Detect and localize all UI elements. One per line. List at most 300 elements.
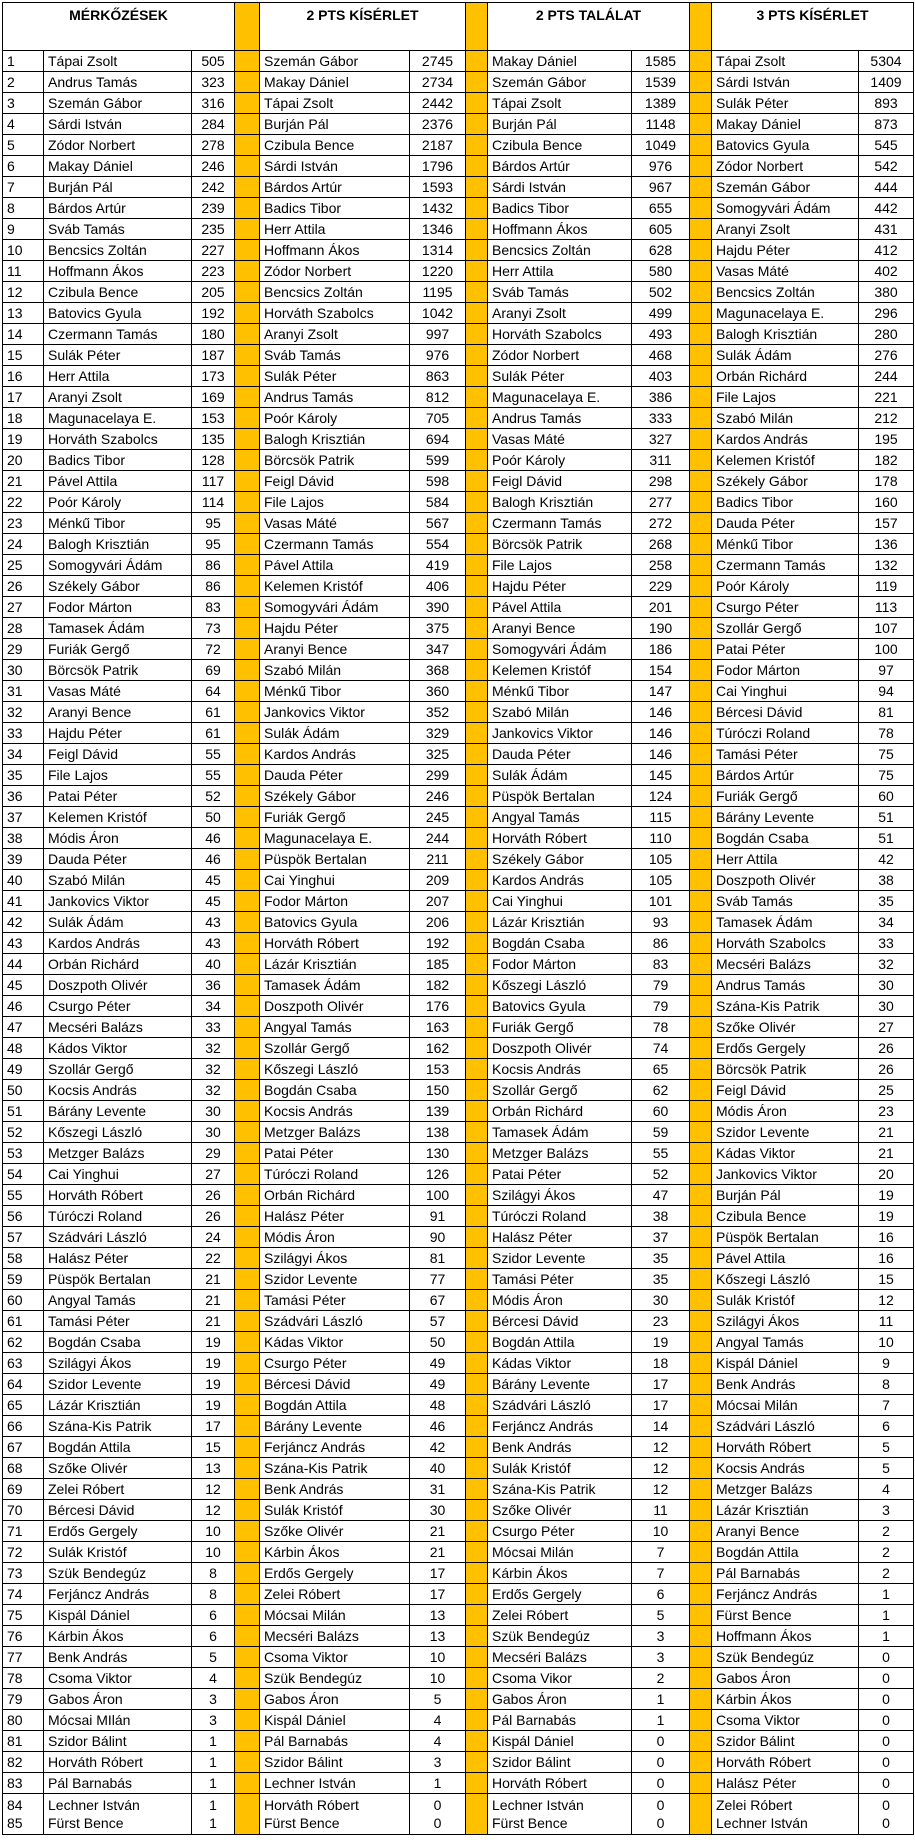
separator	[466, 1269, 488, 1290]
3pt-attempts-value: 402	[874, 263, 898, 279]
2pt-attempts-name-cell	[260, 849, 410, 870]
3pt-attempts-name: Szőke Olivér	[716, 1019, 796, 1035]
2pt-made-name-cell	[488, 1458, 632, 1479]
2pt-made-name-cell	[488, 1311, 632, 1332]
rank-cell	[3, 723, 44, 744]
2pt-made-value-cell	[632, 177, 690, 198]
matches-name-cell	[44, 555, 192, 576]
3pt-attempts-value: 33	[878, 935, 894, 951]
separator	[466, 1353, 488, 1374]
table-row	[3, 219, 914, 240]
rank-cell	[3, 1773, 44, 1794]
separator	[235, 828, 260, 849]
matches-value-cell	[192, 198, 235, 219]
rank-cell	[3, 1080, 44, 1101]
separator	[235, 51, 260, 72]
2pt-made-name: Püspök Bertalan	[492, 788, 595, 804]
2pt-made-value: 976	[648, 158, 673, 174]
matches-value: 95	[205, 515, 221, 531]
matches-value-cell	[192, 450, 235, 471]
matches-name-cell	[44, 849, 192, 870]
2pt-attempts-value-cell	[410, 1563, 466, 1584]
2pt-attempts-value: 375	[425, 620, 450, 636]
3pt-attempts-value: 3	[882, 1502, 890, 1518]
separator	[466, 1143, 488, 1164]
2pt-made-value: 38	[652, 1208, 669, 1224]
matches-value: 21	[205, 1292, 221, 1308]
3pt-attempts-name: Bércesi Dávid	[716, 704, 803, 720]
rank-cell	[3, 828, 44, 849]
2pt-made-value-cell	[632, 702, 690, 723]
2pt-attempts-value-cell	[410, 1689, 466, 1710]
separator	[690, 1290, 712, 1311]
2pt-made-value: 1539	[644, 74, 677, 90]
matches-value: 43	[205, 914, 221, 930]
2pt-made-value: 229	[648, 578, 673, 594]
separator	[690, 198, 712, 219]
matches-value-cell	[192, 681, 235, 702]
separator	[690, 1710, 712, 1731]
3pt-attempts-name-cell	[712, 1017, 859, 1038]
2pt-attempts-value-cell	[410, 1185, 466, 1206]
2pt-made-value: 145	[648, 767, 673, 783]
2pt-attempts-name-cell	[260, 870, 410, 891]
3pt-attempts-value: 81	[878, 704, 894, 720]
separator	[235, 1353, 260, 1374]
2pt-attempts-name: Hoffmann Ákos	[264, 242, 360, 258]
matches-name-cell	[44, 912, 192, 933]
3pt-attempts-value: 1	[882, 1586, 890, 1602]
2pt-attempts-name: Bogdán Csaba	[264, 1082, 357, 1098]
matches-name: Módis Áron	[48, 830, 119, 846]
2pt-made-value: 7	[656, 1544, 665, 1560]
2pt-attempts-value-cell	[410, 1059, 466, 1080]
separator	[235, 366, 260, 387]
separator	[690, 261, 712, 282]
matches-name: Püspök Bertalan	[48, 1271, 151, 1287]
3pt-attempts-name-cell	[712, 513, 859, 534]
2pt-made-value: 12	[652, 1481, 669, 1497]
rank: 32	[7, 704, 23, 720]
rank: 2	[7, 74, 15, 90]
matches-name: Horváth Szabolcs	[48, 431, 158, 447]
3pt-attempts-value: 280	[874, 326, 898, 342]
matches-name: Burján Pál	[48, 179, 113, 195]
2pt-made-value: 7	[656, 1565, 665, 1581]
separator	[466, 1731, 488, 1752]
matches-name-cell	[44, 639, 192, 660]
separator	[690, 1689, 712, 1710]
2pt-attempts-value-cell	[410, 576, 466, 597]
3pt-attempts-name-cell	[712, 1647, 859, 1668]
2pt-made-name-cell	[488, 576, 632, 597]
matches-name: Hajdu Péter	[48, 725, 122, 741]
3pt-attempts-name-cell	[712, 807, 859, 828]
matches-value-cell	[192, 786, 235, 807]
2pt-attempts-value: 976	[425, 347, 450, 363]
2pt-made-value-cell	[632, 639, 690, 660]
2pt-attempts-value: 1220	[421, 263, 454, 279]
table-row	[3, 1794, 914, 1835]
2pt-attempts-name-cell	[260, 1227, 410, 1248]
table-row	[3, 576, 914, 597]
2pt-attempts-value-cell	[410, 639, 466, 660]
2pt-attempts-name-cell	[260, 240, 410, 261]
2pt-attempts-name: Szabó Milán	[264, 662, 342, 678]
2pt-made-name: Zelei Róbert	[492, 1607, 569, 1623]
3pt-attempts-name-cell	[712, 891, 859, 912]
2pt-attempts-name-cell	[260, 828, 410, 849]
3pt-attempts-name-cell	[712, 114, 859, 135]
separator	[690, 303, 712, 324]
matches-value: 3	[209, 1712, 217, 1728]
3pt-attempts-value-cell	[859, 1479, 914, 1500]
2pt-made-value: 5	[656, 1607, 665, 1623]
2pt-made-value-cell	[632, 1521, 690, 1542]
table-row	[3, 534, 914, 555]
3pt-attempts-value: 2	[882, 1523, 890, 1539]
matches-name-cell	[44, 1353, 192, 1374]
3pt-attempts-name-cell	[712, 1080, 859, 1101]
matches-name-cell	[44, 198, 192, 219]
2pt-made-name-cell	[488, 597, 632, 618]
table-row	[3, 1563, 914, 1584]
2pt-made-name-cell	[488, 261, 632, 282]
2pt-attempts-value: 246	[425, 788, 450, 804]
separator	[690, 702, 712, 723]
3pt-attempts-value: 21	[878, 1124, 894, 1140]
2pt-made-value-cell	[632, 849, 690, 870]
2pt-made-value-cell	[632, 156, 690, 177]
rank-cell	[3, 450, 44, 471]
separator	[235, 1479, 260, 1500]
2pt-attempts-name: Zódor Norbert	[264, 263, 352, 279]
separator	[690, 1311, 712, 1332]
2pt-attempts-name-cell	[260, 177, 410, 198]
2pt-made-value: 23	[652, 1313, 669, 1329]
3pt-attempts-value: 296	[874, 305, 898, 321]
2pt-made-name: Bércesi Dávid	[492, 1313, 579, 1329]
3pt-attempts-name-cell	[712, 1416, 859, 1437]
matches-name-cell	[44, 996, 192, 1017]
separator	[466, 93, 488, 114]
2pt-attempts-value: 0	[433, 1797, 442, 1813]
2pt-made-name: Herr Attila	[492, 263, 554, 279]
2pt-attempts-value: 1796	[421, 158, 454, 174]
2pt-made-name-cell	[488, 828, 632, 849]
3pt-attempts-value: 212	[874, 410, 898, 426]
2pt-made-name: Lázár Krisztián	[492, 914, 585, 930]
rank-cell	[3, 324, 44, 345]
2pt-made-value-cell	[632, 1332, 690, 1353]
2pt-made-value: 6	[656, 1586, 665, 1602]
separator	[466, 618, 488, 639]
2pt-attempts-name: Túróczi Roland	[264, 1166, 359, 1182]
2pt-made-name-cell	[488, 324, 632, 345]
2pt-attempts-name-cell	[260, 1605, 410, 1626]
2pt-made-name: Zódor Norbert	[492, 347, 580, 363]
rank: 19	[7, 431, 23, 447]
matches-name-cell	[44, 324, 192, 345]
matches-name: Szőke Olivér	[48, 1460, 128, 1476]
2pt-made-name: Sulák Kristóf	[492, 1460, 571, 1476]
2pt-made-name: Hajdu Péter	[492, 578, 566, 594]
separator	[235, 681, 260, 702]
2pt-attempts-name: Székely Gábor	[264, 788, 356, 804]
3pt-attempts-name: Sulák Péter	[716, 95, 789, 111]
separator	[466, 891, 488, 912]
2pt-made-name: Kőszegi László	[492, 977, 587, 993]
matches-name: Szidor Levente	[48, 1376, 142, 1392]
matches-name: Batovics Gyula	[48, 305, 142, 321]
matches-name: Ferjáncz András	[48, 1586, 150, 1602]
separator	[690, 1542, 712, 1563]
2pt-made-name-cell	[488, 303, 632, 324]
matches-name-cell	[44, 429, 192, 450]
3pt-attempts-name: Csoma Viktor	[716, 1712, 800, 1728]
rank-cell	[3, 1101, 44, 1122]
rank-cell	[3, 891, 44, 912]
separator	[235, 660, 260, 681]
3pt-attempts-name: Magunacelaya E.	[716, 305, 825, 321]
3pt-attempts-name-cell	[712, 387, 859, 408]
3pt-attempts-name: Szidor Levente	[716, 1124, 810, 1140]
table-row	[3, 1311, 914, 1332]
2pt-attempts-name-cell	[260, 1521, 410, 1542]
table-row	[3, 933, 914, 954]
table-row	[3, 1521, 914, 1542]
separator	[235, 1626, 260, 1647]
separator	[466, 534, 488, 555]
rank: 76	[7, 1628, 23, 1644]
separator	[466, 51, 488, 72]
matches-name: Kardos András	[48, 935, 140, 951]
3pt-attempts-name-cell	[712, 1164, 859, 1185]
separator	[235, 1395, 260, 1416]
separator	[690, 72, 712, 93]
rank: 62	[7, 1334, 23, 1350]
3pt-attempts-name-cell	[712, 1059, 859, 1080]
separator	[690, 597, 712, 618]
2pt-attempts-name-cell	[260, 1647, 410, 1668]
3pt-attempts-value-cell	[859, 114, 914, 135]
3pt-attempts-name: Kardos András	[716, 431, 808, 447]
3pt-attempts-name: Szemán Gábor	[716, 179, 811, 195]
matches-name-cell	[44, 1017, 192, 1038]
matches-value: 43	[205, 935, 221, 951]
2pt-attempts-name-cell	[260, 1563, 410, 1584]
rank: 27	[7, 599, 23, 615]
3pt-attempts-value-cell	[859, 1416, 914, 1437]
matches-name-cell	[44, 1794, 192, 1835]
3pt-attempts-value: 27	[878, 1019, 894, 1035]
3pt-attempts-name: Kelemen Kristóf	[716, 452, 815, 468]
separator	[690, 555, 712, 576]
2pt-attempts-value: 584	[425, 494, 450, 510]
table-row	[3, 1017, 914, 1038]
matches-name: Doszpoth Olivér	[48, 977, 148, 993]
2pt-made-name-cell	[488, 1584, 632, 1605]
2pt-made-value: 83	[652, 956, 669, 972]
2pt-attempts-name-cell	[260, 324, 410, 345]
matches-value-cell	[192, 1458, 235, 1479]
matches-name: Kocsis András	[48, 1082, 137, 1098]
rank: 20	[7, 452, 23, 468]
3pt-attempts-name: Börcsök Patrik	[716, 1061, 807, 1077]
3pt-attempts-name: Fürst Bence	[716, 1607, 792, 1623]
separator	[235, 1710, 260, 1731]
3pt-attempts-name-cell	[712, 1773, 859, 1794]
2pt-made-value: 3	[656, 1649, 665, 1665]
matches-name-cell	[44, 1647, 192, 1668]
2pt-attempts-value-cell	[410, 1017, 466, 1038]
separator	[466, 72, 488, 93]
2pt-attempts-name-cell	[260, 72, 410, 93]
2pt-made-name: Kárbin Ákos	[492, 1565, 568, 1581]
separator	[466, 807, 488, 828]
3pt-attempts-name-cell	[712, 240, 859, 261]
2pt-attempts-value-cell	[410, 429, 466, 450]
separator	[235, 996, 260, 1017]
3pt-attempts-name: Bogdán Attila	[716, 1544, 799, 1560]
matches-value: 12	[205, 1502, 221, 1518]
3pt-attempts-value-cell	[859, 1500, 914, 1521]
rank-cell	[3, 282, 44, 303]
separator	[690, 807, 712, 828]
3pt-attempts-name-cell	[712, 429, 859, 450]
separator	[466, 1332, 488, 1353]
matches-value-cell	[192, 345, 235, 366]
2pt-attempts-name: Erdős Gergely	[264, 1565, 354, 1581]
2pt-attempts-value: 185	[425, 956, 450, 972]
2pt-made-name-cell	[488, 72, 632, 93]
2pt-attempts-value-cell	[410, 366, 466, 387]
3pt-attempts-value: 30	[878, 977, 894, 993]
3pt-attempts-value-cell	[859, 1143, 914, 1164]
3pt-attempts-value: 20	[878, 1166, 894, 1182]
2pt-attempts-value-cell	[410, 513, 466, 534]
2pt-attempts-value-cell	[410, 849, 466, 870]
matches-value: 50	[205, 809, 221, 825]
2pt-made-value-cell	[632, 1794, 690, 1835]
rank-cell	[3, 387, 44, 408]
matches-value: 19	[205, 1355, 221, 1371]
3pt-attempts-name: Székely Gábor	[716, 473, 808, 489]
3pt-attempts-name-cell	[712, 681, 859, 702]
2pt-made-name: Csoma Vikor	[492, 1670, 572, 1686]
matches-name-cell	[44, 1668, 192, 1689]
3pt-attempts-value-cell	[859, 849, 914, 870]
3pt-attempts-name-cell	[712, 1206, 859, 1227]
separator	[235, 156, 260, 177]
rank: 77	[7, 1649, 23, 1665]
matches-name-cell	[44, 1521, 192, 1542]
separator	[466, 1794, 488, 1835]
2pt-made-value: 74	[652, 1040, 669, 1056]
2pt-made-value-cell	[632, 555, 690, 576]
matches-value: 205	[201, 284, 225, 300]
3pt-attempts-name: Balogh Krisztián	[716, 326, 818, 342]
separator	[235, 1647, 260, 1668]
2pt-made-name-cell	[488, 1059, 632, 1080]
2pt-made-name: Tamási Péter	[492, 1271, 574, 1287]
separator	[235, 933, 260, 954]
2pt-made-name-cell	[488, 240, 632, 261]
2pt-attempts-name-cell	[260, 1752, 410, 1773]
3pt-attempts-name-cell	[712, 450, 859, 471]
2pt-made-value-cell	[632, 933, 690, 954]
3pt-attempts-name: Cai Yinghui	[716, 683, 787, 699]
matches-name-cell	[44, 1143, 192, 1164]
rank: 41	[7, 893, 23, 909]
separator	[690, 219, 712, 240]
2pt-made-name-cell	[488, 1017, 632, 1038]
3pt-attempts-name: Czermann Tamás	[716, 557, 826, 573]
matches-name-cell	[44, 1206, 192, 1227]
2pt-attempts-name: Szidor Bálint	[264, 1754, 343, 1770]
matches-value-cell	[192, 576, 235, 597]
2pt-made-name: Csurgo Péter	[492, 1523, 575, 1539]
3pt-attempts-value: 0	[882, 1733, 890, 1749]
rank: 73	[7, 1565, 23, 1581]
matches-value-cell	[192, 1101, 235, 1122]
matches-name-cell	[44, 1038, 192, 1059]
3pt-attempts-value-cell	[859, 1080, 914, 1101]
3pt-attempts-value-cell	[859, 723, 914, 744]
2pt-attempts-value-cell	[410, 1206, 466, 1227]
rank-cell	[3, 765, 44, 786]
2pt-attempts-value-cell	[410, 114, 466, 135]
2pt-made-value-cell	[632, 240, 690, 261]
rank: 1	[7, 53, 15, 69]
rank: 38	[7, 830, 23, 846]
2pt-attempts-value-cell	[410, 492, 466, 513]
separator	[235, 282, 260, 303]
2pt-made-name-cell	[488, 1605, 632, 1626]
2pt-made-name: Horváth Róbert	[492, 1775, 587, 1791]
2pt-attempts-name: Bárány Levente	[264, 1418, 363, 1434]
matches-name-cell	[44, 933, 192, 954]
matches-value: 29	[205, 1145, 221, 1161]
2pt-attempts-name-cell	[260, 366, 410, 387]
matches-name-cell	[44, 1185, 192, 1206]
rank: 74	[7, 1586, 23, 1602]
rank-cell	[3, 1059, 44, 1080]
2pt-made-name-cell	[488, 1143, 632, 1164]
2pt-made-value: 272	[648, 515, 673, 531]
table-row	[3, 1164, 914, 1185]
3pt-attempts-name-cell	[712, 1311, 859, 1332]
matches-value-cell	[192, 72, 235, 93]
matches-name: Magunacelaya E.	[48, 410, 157, 426]
2pt-attempts-value: 13	[429, 1607, 446, 1623]
3pt-attempts-name: Szilágyi Ákos	[716, 1313, 800, 1329]
2pt-attempts-value: 2442	[421, 95, 454, 111]
separator	[466, 1080, 488, 1101]
2pt-attempts-name-cell	[260, 744, 410, 765]
separator	[235, 1374, 260, 1395]
matches-name: Balogh Krisztián	[48, 536, 150, 552]
2pt-attempts-value-cell	[410, 1605, 466, 1626]
table-row	[3, 891, 914, 912]
matches-value-cell	[192, 744, 235, 765]
2pt-attempts-value: 77	[429, 1271, 446, 1287]
separator	[690, 51, 712, 72]
matches-name: Szemán Gábor	[48, 95, 143, 111]
2pt-made-name: Horváth Szabolcs	[492, 326, 602, 342]
2pt-made-name: File Lajos	[492, 557, 552, 573]
separator	[235, 1164, 260, 1185]
